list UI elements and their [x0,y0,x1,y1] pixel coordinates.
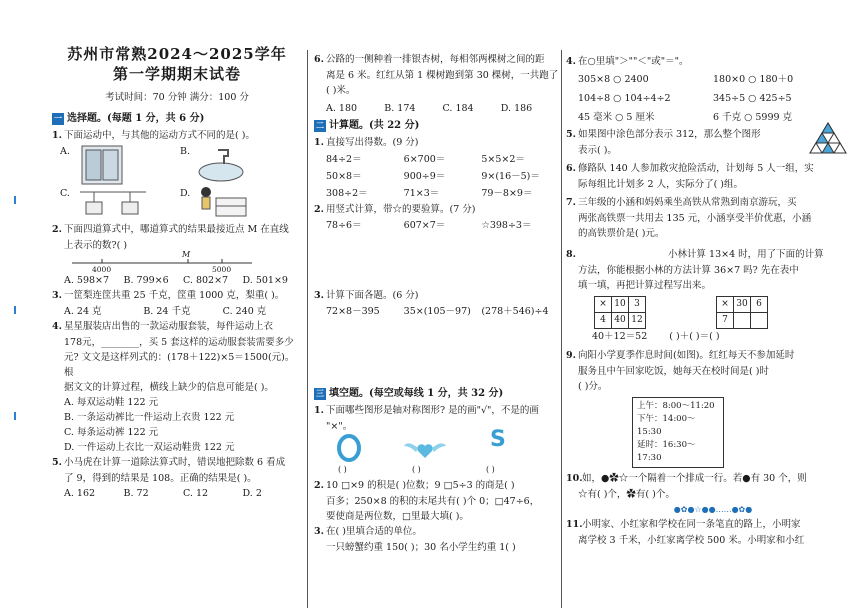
question-3: 3. 一筐梨连筐共重 25 千克，筐重 1000 克，梨重( )。 [52,290,285,301]
fill-2: 2. 10 □×9 的积是( )位数；9 □5÷3 的商是( ) [314,480,515,491]
section-choice: 一 选择题。(每题 1 分，共 6 分) [54,113,205,124]
column-1: 苏州市常熟2024～2025学年 第一学期期末试卷 考试时间：70 分钟 满分：100 分 一 选择题。(每题 1 分，共 6 分) 1. 下面运动中，与其他的运动方式不同的是( )。 A. B. C. D. 2. 下面四道算式中，哪道算式的结果最接近点 M 在直线 上表示的数?( ) M 4000 5000 A. 598×7 B. 799×6 C. 802×7 D. 501×9 3. 一筐梨连筐共重 25 千克，筐重 1000 克，梨重( )。 A. 24 克 B. 24 千克 C. 240 克 4. 星星服装店出售的一款运动服套装，每件运动上衣 178元，________，买 5 套这样的运动服套装需要多少 元? 文文是这样列式的：(178＋122)×5＝1500(元)。根 据文文的计算过程，横线上缺少的信息可能是( )。 A. 每双运动鞋 122 元 B. 一条运动裤比一件运动上衣贵 122 元 C. 每条运动裤 122 元 D. 一件运动上衣比一双运动鞋贵 122 元 5. 小马虎在计算一道除法算式时，错误地把除数 6 看成 了 9，得到的结果是 108。正确的结果是( )。 A. 162 B. 72 C. 12 D. 2 [52,44,302,608]
q5-options [52,486,302,501]
question-2: 2. 下面四道算式中，哪道算式的结果最接近点 M 在直线 [52,224,289,235]
section-calculation: 二 计算题。(共 22 分) [316,120,420,131]
fill-10: 10.如，●✿☆一个隔着一个排成一行。若●有 30 个，则 [566,473,807,484]
q6-options [314,101,559,116]
option-a[interactable]: A. 598×7 [64,275,110,286]
multiplication-tables [582,296,848,329]
option-c[interactable]: C. 184 [442,103,474,114]
margin-mark [14,196,16,204]
expression-grid: 72×8－395 35×(105－97) (278＋546)÷4 [326,306,549,317]
answer-blank[interactable]: ( ) [338,465,347,474]
ring-icon [336,434,362,462]
option-a[interactable]: A. 24 克 [64,306,102,317]
column-divider [307,50,308,608]
area-table-1: × 10 3 4 40 12 [594,296,646,329]
question-4: 4. 星星服装店出售的一款运动服套装，每件运动上衣 [52,321,274,332]
fill-11: 11.小明家、小红家和学校在同一条笔直的路上，小明家 [566,519,801,530]
answer-blank[interactable]: ( ) [486,465,495,474]
column-2: 6. 公路的一侧种着一排银杏树，每相邻两棵树之间的距 离是 6 米。红红从第 1 棵树跑到第 30 棵树，一共跑了 ( )米。 A. 180 B. 174 C. 184 D. 186 二 计算题。(共 22 分) 1. 直接写出得数。(9 分) 84÷2＝ 6×700＝ 5×5×2＝ 50×8＝ 900÷9＝ 9×(16－5)＝ 308÷2＝ 71×3＝ 79－8×9＝ 2. 用竖式计算，带☆的要验算。(7 分) 78÷6＝ 607×7＝ ☆398÷3＝ 3. 计算下面各题。(6 分) 72×8－395 35×(105－97) (278＋546)÷4 三 填空题。(每空或每线 1 分，共 32 分) 1. 下面哪些图形是轴对称图形? 是的画"√"，不是的画 "×"。 S ( ) ( ) ( ) 2. 10 □×9 的积是( )位数；9 □5÷3 的商是( ) 百多；250×8 的积的末尾共有( )个 0；□47÷6， 要使商是两位数，□里最大填( )。 3. 在( )里填合适的单位。 一只螃蟹约重 150( )；30 名小学生约重 1( ) [314,54,559,553]
q4-option-a[interactable]: A. 每双运动鞋 122 元 [64,397,159,408]
number-line [52,250,302,274]
pattern-row: ●✿●☆●●……●✿● [673,505,753,514]
calc-2: 2. 用竖式计算，带☆的要验算。(7 分) [314,204,476,215]
option-a[interactable]: A. 180 [326,103,358,114]
fill-8: 8. 小林计算 13×4 时，用了下面的计算 [566,249,824,260]
q4-option-c[interactable]: C. 每条运动裤 122 元 [64,427,159,438]
fill-7: 7. 三年级的小涵和妈妈乘坐高铁从常熟到南京游玩，买 [566,197,797,208]
winged-heart-icon [402,438,448,460]
cable-car-image [80,188,146,220]
option-b[interactable]: B. 72 [123,488,149,499]
option-d[interactable]: D. 2 [242,488,262,499]
q2-options [52,273,302,288]
table-equations: 40＋12＝52 ( )＋( )＝( ) [592,331,720,342]
option-b[interactable]: B. 174 [384,103,416,114]
fill-1: 1. 下面哪些图形是轴对称图形? 是的画"√"，不是的画 [314,405,539,416]
option-b[interactable]: B. 799×6 [123,275,169,286]
q4-option-b[interactable]: B. 一条运动裤比一件运动上衣贵 122 元 [64,412,235,423]
area-table-2[interactable]: × 30 6 7 [716,296,768,329]
margin-mark [14,412,16,420]
fill-5: 5. 如果图中涂色部分表示 312，那么整个图形 表示( )。 [566,127,848,158]
answer-blank[interactable]: ( )＋( )＝( ) [669,331,720,342]
letter-s-figure: S [490,427,506,452]
fill-9: 9. 向阳小学夏季作息时间(如图)。红红每天不参加延时 [566,350,795,361]
option-b[interactable]: B. 24 千克 [143,306,191,317]
tick-4000: 4000 [92,265,112,274]
fill-3: 3. 在( )里填合适的单位。 [314,526,422,537]
calc-3: 3. 计算下面各题。(6 分) [314,290,419,301]
exam-title-line1: 苏州市常熟2024～2025学年 [67,45,287,63]
option-d[interactable]: D. 186 [500,103,533,114]
option-c[interactable]: C. 802×7 [183,275,229,286]
column-3: 4. 在○里填"＞""＜"或"＝"。 305×8 ○ 2400 180×0 ○ 180＋0 104÷8 ○ 104÷4÷2 345÷5 ○ 425÷5 45 毫米 ○ 5 厘米 6 千克 ○ 5999 克 5. 如果图中涂色部分表示 312，那么整个图形 表示( )。 6. 修路队 140 人参加救灾抢险活动，计划每 5 人一组，实 际每组比计划多 2 人，实际分了( )组。 7. 三年级的小涵和妈妈乘坐高铁从常熟到南京游玩，买 两张高铁票一共用去 135 元，小涵享受半价优惠，小涵 的高铁票价是( )元。 8. 小林计算 13×4 时，用了下面的计算 方法，你能根据小林的方法计算 36×7 吗? 先在表中 填一填，再把计算过程写出来。 × 10 3 4 40 12 × 30 6 7 40＋12＝52 ( )＋( )＝( ) 9. 向阳小学夏季作息时间(如图)。红红每天不参加延时 服务且中午回家吃饭，她每天在校时间是( )时 ( )分。 上午：8:00～11:20 下午：14:00～15:30 延时：16:30～17:30 10.如，●✿☆一个隔着一个排成一行。若●有 30 个，则 ☆有( )个，✿有( )个。 ●✿●☆●●……●✿● 11.小明家、小红家和学校在同一条笔直的路上，小明家 离学校 3 千米，小红家离学校 500 米。小明家和小红 [566,54,848,608]
window-image [80,144,124,186]
option-c[interactable]: C. 240 克 [222,306,267,317]
question-5: 5. 小马虎在计算一道除法算式时，错误地把除数 6 看成 [52,457,286,468]
triangle-figure [808,121,848,155]
compare-grid: 305×8 ○ 2400 180×0 ○ 180＋0 104÷8 ○ 104÷4÷2 345÷5 ○ 425÷5 45 毫米 ○ 5 厘米 6 千克 ○ 5999 克 [578,74,794,123]
option-d[interactable]: D. 501×9 [242,275,288,286]
column-divider [561,50,562,608]
fill-6: 6. 修路队 140 人参加救灾抢险活动，计划每 5 人一组，实 [566,163,814,174]
margin-mark [14,306,16,314]
calc-1: 1. 直接写出得数。(9 分) [314,137,419,148]
point-m-label: M [182,250,191,259]
schedule-box: 上午：8:00～11:20 下午：14:00～15:30 延时：16:30～17:30 [632,397,724,468]
child-drawer-image [196,184,252,222]
q1-pictures: A. B. C. D. [52,144,302,222]
q3-options [52,304,302,319]
answer-blank[interactable]: ( ) [412,465,421,474]
question-1: 1. 下面运动中，与其他的运动方式不同的是( )。 [52,130,255,141]
fill-4: 4. 在○里填"＞""＜"或"＝"。 [566,56,689,67]
section-fill: 三 填空题。(每空或每线 1 分，共 32 分) [316,388,504,399]
option-a[interactable]: A. 162 [64,488,96,499]
faucet-sink-image [196,146,246,184]
exam-info: 考试时间：70 分钟 满分：100 分 [105,92,249,103]
q4-option-d[interactable]: D. 一件运动上衣比一双运动鞋贵 122 元 [64,442,235,453]
tick-5000: 5000 [212,265,232,274]
question-6: 6. 公路的一侧种着一排银杏树，每相邻两棵树之间的距 [314,54,545,65]
option-c[interactable]: C. 12 [183,488,209,499]
vertical-calc-grid: 78÷6＝ 607×7＝ ☆398÷3＝ [326,220,532,231]
mental-math-grid: 84÷2＝ 6×700＝ 5×5×2＝ 50×8＝ 900÷9＝ 9×(16－5)＝ 308÷2＝ 71×3＝ 79－8×9＝ [326,154,540,199]
symmetry-figures [314,427,559,478]
exam-title-line2: 第一学期期末试卷 [112,65,241,83]
